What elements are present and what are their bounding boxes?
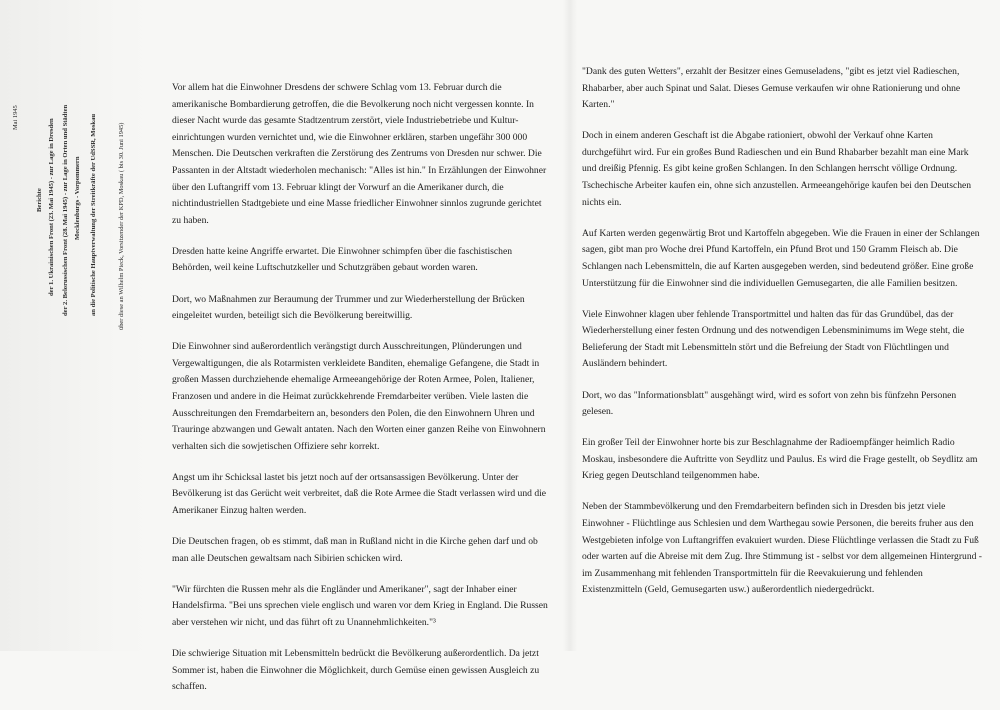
margin-line-1: der 1. Ukrainischen Front (23. Mai 1945) - zur Lage in Dresden (48, 118, 55, 296)
paragraph: Vor allem hat die Einwohner Dresdens der schwere Schlag vom 13. Februar durch die amerikanische Bombardierung getroffen, die die Bevolkerung noch nicht vergessen konnte. In dieser Nacht wurde das gesamte Stadtzentrum zerstört, viele Industriebetriebe und Kultur-einrichtungen wurden vernichtet und, wie die Einwohner erklären, starben ungefähr 300 000 Menschen. Die Deutschen verkraften die Zerstörung des Zentrums von Dresden nur schwer. Die Passanten in der Altstadt wiederholen mechanisch: "Alles ist hin." In Erzählungen der Einwohner über den Luftangriff vom 13. Februar klingt der Vorwurf an die Amerikaner durch, die nichtindustriellen Stadtgebiete und eine Masse friedlicher Einwohner sinnlos zugrunde gerichtet zu haben. (172, 82, 547, 226)
margin-title: Berichte (36, 188, 43, 212)
paragraph: Auf Karten werden gegenwärtig Brot und Kartoffeln abgegeben. Wie die Frauen in einer der Schlangen sagen, gibt man pro Woche drei Pfund Kartoffeln, ein Pfund Brot und 150 Gramm Fleisch ab. Die Schlangen nach Lebensmitteln, die auf Karten ausgegeben werden, sind bedeutend größer. Eine große Unterstützung für die Einwohner sind die individuellen Gemusegarten, die alle Familien besitzen. (582, 227, 980, 289)
paragraph: Angst um ihr Schicksal lastet bis jetzt noch auf der ortsansassigen Bevölkerung. Unter der Bevölkerung ist das Gerücht weit verbreitet, daß die Rote Armee die Stadt verlassen wird und die Amerikaner Einzug halten werden. (172, 471, 547, 517)
paragraph: Dort, wo das "Informationsblatt" ausgehängt wird, wird es sofort von zehn bis fünfzehn Personen gelesen. (582, 389, 957, 418)
right-page-text (582, 64, 982, 614)
paragraph: Die schwierige Situation mit Lebensmitteln bedrückt die Bevölkerung außerordentlich. Da jetzt Sommer ist, haben die Einwohner die Möglichkeit, durch Gemüse einen gewissen Ausgleich zu schaffen. (172, 648, 540, 693)
paragraph: "Dank des guten Wetters", erzahlt der Besitzer eines Gemuseladens, "gibt es jetzt viel Radieschen, Rhabarber, aber auch Spinat und Salat. Dieses Gemuse verkaufen wir ohne Rationierung und ohne Karten." (582, 66, 961, 111)
margin-date: Mai 1945 (12, 105, 19, 130)
left-page-text (172, 80, 552, 710)
paragraph: Dort, wo Maßnahmen zur Beraumung der Trummer und zur Wiederherstellung der Brücken eingeleitet wurden, beteiligt sich die Bevölkerung bereitwillig. (172, 293, 525, 322)
margin-line-4: an die Politische Hauptverwaltung der Streitkräfte der UdSSR, Moskau (90, 113, 97, 316)
paragraph: Dresden hatte keine Angriffe erwartet. Die Einwohner schimpfen über die faschistischen Behörden, weil keine Luftschutzkeller und Schutzgräben gebaut worden waren. (172, 245, 513, 274)
margin-line-2: der 2. Belorussischen Front (28. Mai 1945) - zur Lage in Orten und Städten (62, 104, 69, 316)
paragraph: Die Einwohner sind außerordentlich verängstigt durch Ausschreitungen, Plünderungen und Vergewaltigungen, die als Rotarmisten verkleidete Banditen, ehemalige Gefangene, die Stadt in großen Massen durchziehende ehemalige Armeeangehörige der Roten Armee, Polen, Italiener, Franzosen und andere in die Heimat zurückkehrende Fremdarbeiter verüben. Viele lasten die Ausschreitungen den Fremdarbeitern an, besonders den Polen, die den Einwohnern Uhren und Trauringe abzwangen und Gewalt antaten. Nach den Worten einer ganzen Reihe von Einwohnern verhalten sich die sowjetischen Offiziere sehr korrekt. (172, 341, 546, 452)
paragraph: Ein großer Teil der Einwohner horte bis zur Beschlagnahme der Radioempfänger heimlich Radio Moskau, insbesondere die Auftritte von Seydlitz und Paulus. Es wird die Frage gestellt, ob Seydlitz am Krieg gegen Deutschland teilgenommen habe. (582, 437, 978, 482)
paragraph: Doch in einem anderen Geschaft ist die Abgabe rationiert, obwohl der Verkauf ohne Karten durchgeführt wird. Fur ein großes Bund Radieschen und ein Bund Rhabarber bezahlt man eine Mark und dreißig Pfennig. Es gibt keine großen Schlangen. In den Schlangen herrscht völlige Ordnung. Tschechische Arbeiter kaufen ein, ohne sich anzustellen. Armeeangehörige kaufen bei den Deutschen nichts ein. (582, 130, 972, 208)
margin-line-3: Mecklenburgs - Vorpommern (74, 156, 81, 240)
paragraph: Neben der Stammbevölkerung und den Fremdarbeitern befinden sich in Dresden bis jetzt viele Einwohner - Flüchtlinge aus Schlesien und dem Warthegau sowie Personen, die bereits fruher aus den Westgebieten infolge von Luftangriffen evakuiert wurden. Diese Flüchtlinge verlassen die Stadt zu Fuß oder warten auf die Abreise mit dem Zug. Ihre Stimmung ist - selbst vor dem allgemeinen Hintergrund - im Zusammenhang mit fehlenden Transportmitteln für die Reevakuierung und fehlenden Existenzmitteln (Geld, Gemusegarten usw.) außerordentlich niedergedrückt. (582, 501, 982, 596)
paragraph: Die Deutschen fragen, ob es stimmt, daß man in Rußland nicht in die Kirche gehen darf und ob man alle Deutschen gewaltsam nach Sibirien schicken wird. (172, 536, 538, 564)
margin-line-5: über diese an Wilhelm Pieck, Vorsitzender der KPD, Moskau ( bis 30. Juni 1945) (118, 122, 125, 330)
page-gutter (563, 0, 577, 651)
left-margin (0, 0, 148, 651)
paragraph: Viele Einwohner klagen uber fehlende Transportmittel und halten das für das Grundübel, das der Wiederherstellung einer festen Ordnung und des notwendigen Lebensminimums im Wege steht, die Belieferung der Stadt mit Lebensmitteln stört und die Befreiung der Stadt von Flüchtlingen und Ausländern behindert. (582, 308, 965, 370)
paragraph: "Wir fürchten die Russen mehr als die Engländer und Amerikaner", sagt der Inhaber einer Handelsfirma. "Bei uns sprechen viele englisch und waren vor dem Krieg in England. Die Russen aber verstehen wir nicht, und das führt oft zu Unannehmlichkeiten."³ (172, 583, 548, 629)
